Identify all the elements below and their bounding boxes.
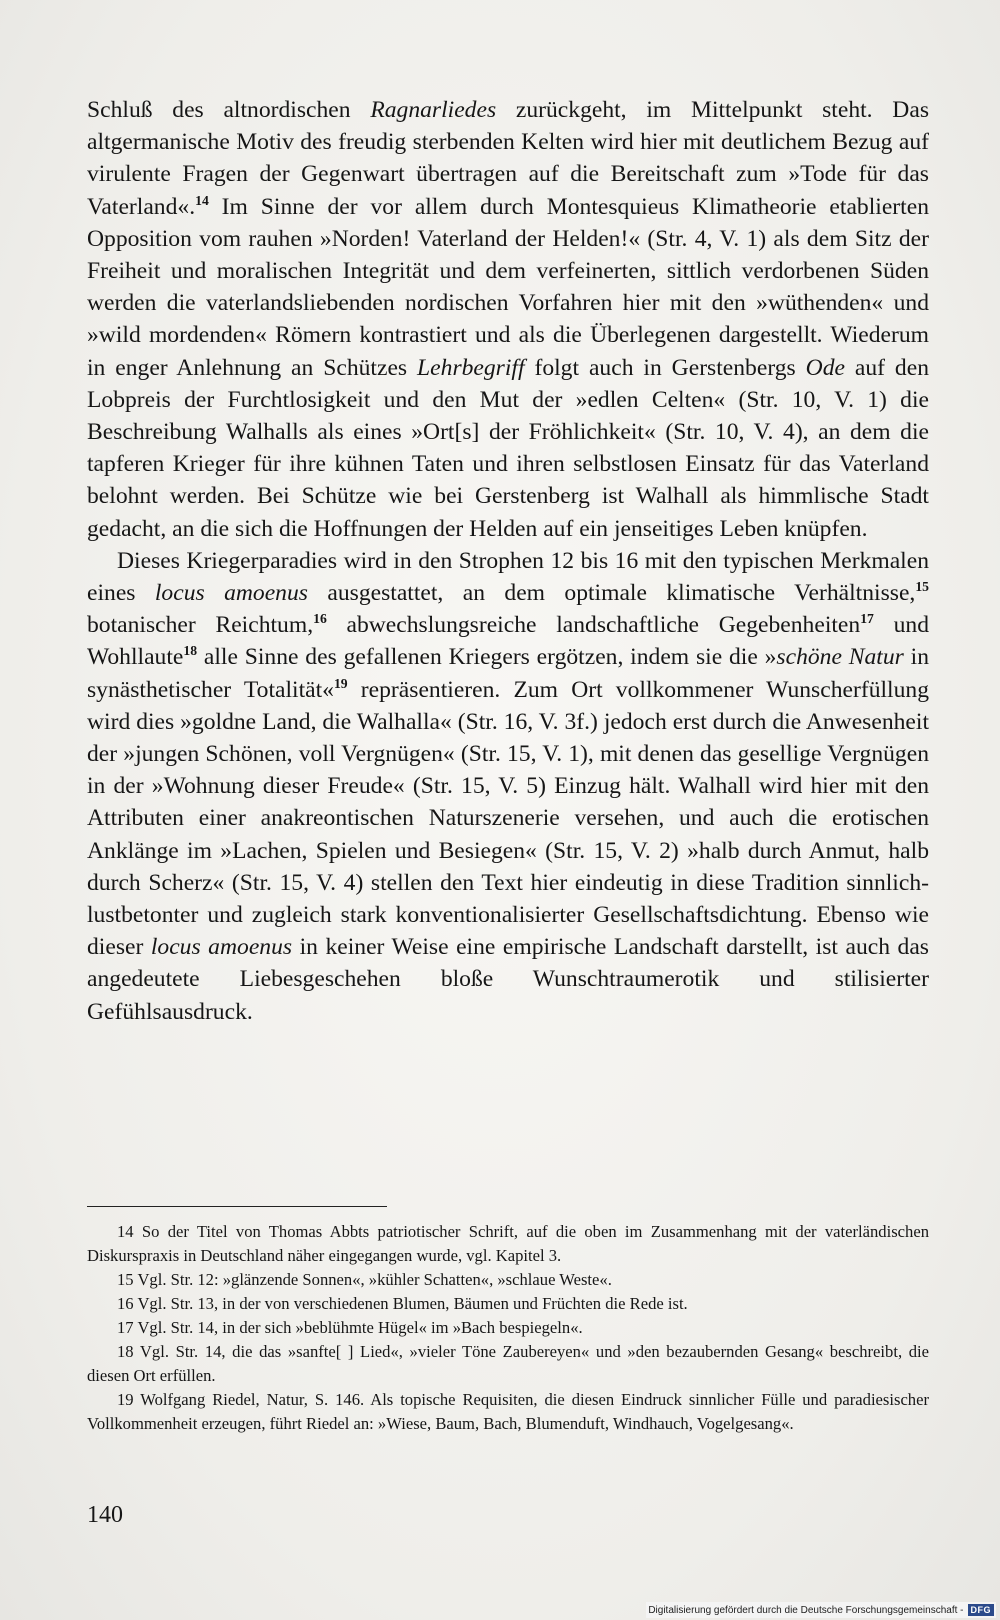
footnote-16: 16 Vgl. Str. 13, in der von verschiedenen Blumen, Bäumen und Früchten die Rede ist.	[117, 1294, 688, 1313]
text-run: Im Sinne der vor allem durch Montesquieus Klimatheorie etablierten Opposition vom rauhen »Norden! Vaterland der Helden!« (Str. 4, V. 1) als dem Sitz der Freiheit und moralischen Integrität und dem verfeinerten, sittlich verdorbenen Süden werden die vaterlandsliebenden nordischen Vorfahren hier mit den »wüthenden« und »wild mordenden« Römern kontrastiert und als die Überlegenen dargestellt. Wiederum in enger Anlehnung an Schützes	[87, 193, 929, 381]
footnote-14: 14 So der Titel von Thomas Abbts patriotischer Schrift, auf die oben im Zusammenhang mit der vaterländischen Diskurspraxis in Deutschland näher eingegangen wurde, vgl. Kapitel 3.	[87, 1222, 929, 1265]
text-run: zurückgeht, im Mittelpunkt steht. Das altgermanische Motiv des freudig sterbenden Kelten wird hier mit deutlichem Bezug auf virulente Fragen der Gegenwart übertragen auf die Bereitschaft zum »Tode für das Vaterland«.	[87, 97, 929, 220]
footnote-ref-19[interactable]: 19	[333, 675, 348, 691]
text-run: folgt auch in Gerstenbergs	[524, 354, 806, 381]
italic-title: Ragnarliedes	[370, 97, 497, 123]
footnote-ref-17[interactable]: 17	[860, 611, 874, 627]
footnote-17: 17 Vgl. Str. 14, in der sich »beblühmte Hügel« im »Bach bespiegeln«.	[117, 1318, 583, 1337]
footnote-divider	[87, 1206, 387, 1207]
body-text	[87, 94, 929, 1028]
italic-title: Ode	[805, 354, 845, 381]
footnote-ref-18[interactable]: 18	[183, 643, 198, 659]
footnote-ref-16[interactable]: 16	[313, 611, 327, 627]
digitization-footer	[646, 1602, 996, 1618]
text-run: repräsentieren. Zum Ort vollkommener Wunscherfüllung wird dies »goldne Land, die Walhalla« (Str. 16, V. 3f.) jedoch erst durch die Anwesenheit der »jungen Schönen, voll Vergnügen« (Str. 15, V. 1), mit denen das gesellige Vergnügen in der »Wohnung dieser Freude« (Str. 15, V. 5) Einzug hält. Walhall wird hier mit den Attributen einer anakreontischen Naturszenerie versehen, und auch die erotischen Anklänge im »Lachen, Spielen und Besiegen« (Str. 15, V. 2) »halb durch Anmut, halb durch Scherz« (Str. 15, V. 4) stellen den Text hier eindeutig in diese Tradition sinnlich-lustbetonter und zugleich stark konventionalisierter Gesellschaftsdichtung. Ebenso wie dieser	[87, 676, 929, 961]
footnote-19: 19 Wolfgang Riedel, Natur, S. 146. Als topische Requisiten, die diesen Eindruck sinnlicher Fülle und paradiesischer Vollkommenheit erzeugen, führt Riedel an: »Wiese, Baum, Bach, Blumenduft, Windhauch, Vogelgesang«.	[87, 1390, 929, 1433]
text-run: Dieses Kriegerparadies wird in den Strophen 12 bis 16 mit den typischen Merkmalen eines	[87, 547, 929, 607]
footnotes	[87, 1220, 929, 1436]
paragraph-1	[87, 94, 929, 545]
italic-term: locus amoenus	[150, 934, 293, 961]
footnote-ref-15[interactable]: 15	[915, 579, 929, 595]
text-run: auf den Lobpreis der Furchtlosigkeit und den Mut der »edlen Celten« (Str. 10, V. 1) die Beschreibung Walhalls als eines »Ort[s] der Fröhlichkeit« (Str. 10, V. 4), an dem die tapferen Krieger für ihre kühnen Taten und ihren selbstlosen Einsatz für das Vaterland belohnt werden. Bei Schütze wie bei Gerstenberg ist Walhall als himmlische Stadt gedacht, an die sich die Hoffnungen der Helden auf ein jenseitiges Leben knüpfen.	[87, 354, 930, 542]
page-number: 140	[87, 1502, 123, 1528]
footer-credit: Digitalisierung gefördert durch die Deutsche Forschungsgemeinschaft -	[648, 1604, 964, 1616]
italic-term: schöne Natur	[776, 644, 904, 671]
footnote-ref-14[interactable]: 14	[195, 192, 209, 208]
italic-title: Lehrbegriff	[417, 354, 525, 381]
italic-term: locus amoenus	[154, 580, 308, 607]
text-run: in synästhetischer Totalität«	[87, 644, 929, 703]
footnote-18: 18 Vgl. Str. 14, die das »sanfte[ ] Lied«, »vieler Töne Zaubereyen« und »den bezaubernden Gesang« beschreibt, die diesen Ort erfüllen.	[87, 1342, 929, 1385]
text-run: Schluß des altnordischen	[87, 97, 371, 123]
paragraph-2	[87, 545, 929, 1028]
dfg-logo-icon: DFG	[968, 1604, 995, 1616]
text-run: ausgestattet, an dem optimale klimatische Verhältnisse,	[307, 580, 916, 607]
text-run: und Wohllaute	[87, 612, 929, 671]
text-run: botanischer Reichtum,	[87, 612, 314, 639]
text-run: alle Sinne des gefallenen Kriegers ergötzen, indem sie die »	[197, 644, 777, 671]
text-run: in keiner Weise eine empirische Landschaft darstellt, ist auch das angedeutete Liebesgeschehen bloße Wunschtraumerotik und stilisierter Gefühlsausdruck.	[87, 934, 929, 1025]
text-run: abwechslungsreiche landschaftliche Gegebenheiten	[326, 612, 861, 639]
footnote-15: 15 Vgl. Str. 12: »glänzende Sonnen«, »kühler Schatten«, »schlaue Weste«.	[117, 1270, 612, 1289]
